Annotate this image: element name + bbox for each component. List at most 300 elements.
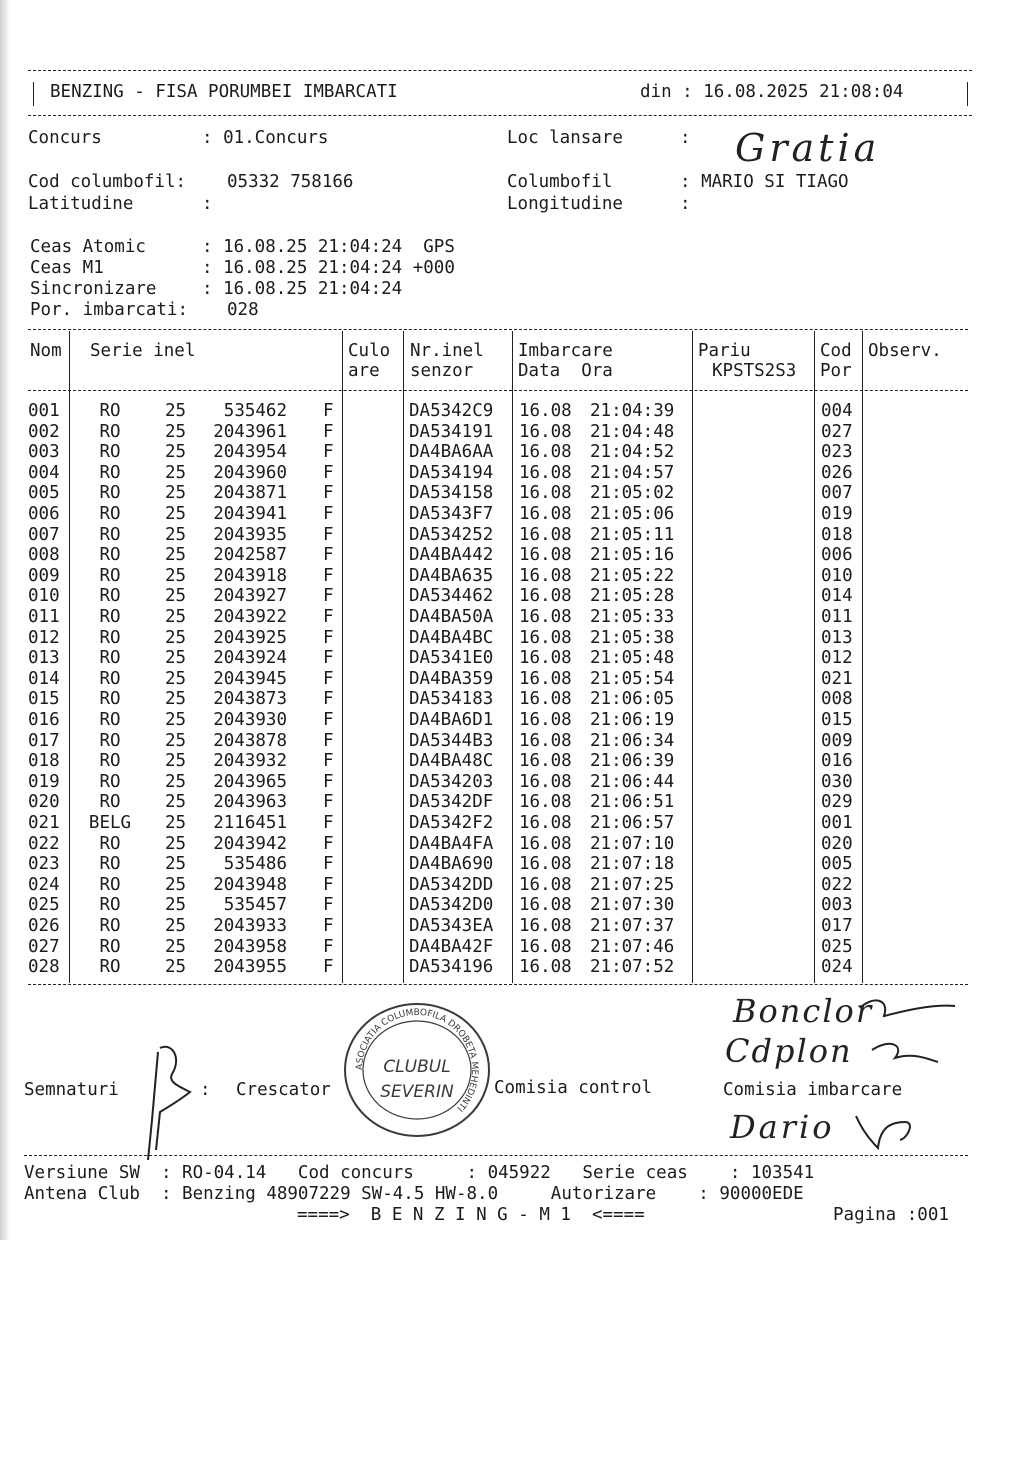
cell-country: RO — [99, 833, 121, 854]
col-header-pariu-2: KPSTS2S3 — [712, 361, 797, 381]
cell-time: 21:05:06 — [590, 504, 675, 524]
cell-ring-number: 2043965 — [213, 771, 287, 792]
cell-sex: F — [323, 916, 334, 936]
cell-sex: F — [323, 483, 334, 504]
latitudine-label: Latitudine — [28, 194, 134, 214]
cell-nom: 005 — [28, 483, 60, 504]
cell-date: 16.08 — [519, 792, 572, 813]
cell-time: 21:05:16 — [590, 545, 675, 566]
cod-columbofil-label: Cod columbofil: — [28, 172, 187, 192]
cell-year: 25 — [165, 421, 187, 442]
cell-ring-number: 2043958 — [213, 936, 287, 957]
cell-country: RO — [99, 895, 121, 916]
cell-sensor: DA5342DD — [409, 874, 494, 895]
crescator-signature-stroke — [156, 1047, 190, 1150]
cell-nom: 021 — [28, 813, 60, 833]
cell-sex: F — [323, 586, 334, 607]
cell-time: 21:05:11 — [590, 524, 675, 545]
cell-nom: 014 — [28, 668, 60, 689]
cell-ring-number: 2043955 — [213, 957, 287, 978]
cell-cod-por: 019 — [821, 504, 853, 524]
cell-ring-number: 2043941 — [213, 504, 287, 524]
cell-time: 21:07:25 — [590, 874, 675, 895]
table-row — [0, 772, 1024, 793]
cell-sex: F — [323, 504, 334, 524]
cell-year: 25 — [165, 627, 187, 648]
cell-country: RO — [99, 689, 121, 710]
cell-year: 25 — [165, 751, 187, 772]
cell-cod-por: 010 — [821, 565, 853, 586]
cod-columbofil-value: 05332 758166 — [227, 172, 354, 192]
cell-sensor: DA534183 — [409, 689, 494, 710]
cell-country: RO — [99, 401, 121, 421]
cell-sex: F — [323, 668, 334, 689]
cell-date: 16.08 — [519, 916, 572, 936]
cell-year: 25 — [165, 586, 187, 607]
cell-ring-number: 2043948 — [213, 874, 287, 895]
cell-date: 16.08 — [519, 586, 572, 607]
table-row — [0, 607, 1024, 628]
cell-year: 25 — [165, 792, 187, 813]
cell-country: RO — [99, 586, 121, 607]
col-header-pariu-1: Pariu — [698, 341, 751, 361]
cell-ring-number: 2043918 — [213, 565, 287, 586]
footer-banner: ====> B E N Z I N G - M 1 <==== — [297, 1205, 645, 1225]
cell-sensor: DA4BA6AA — [409, 442, 494, 463]
cell-sensor: DA534252 — [409, 524, 494, 545]
cell-cod-por: 018 — [821, 524, 853, 545]
cell-year: 25 — [165, 854, 187, 875]
cell-year: 25 — [165, 957, 187, 978]
cell-date: 16.08 — [519, 504, 572, 524]
cell-sensor: DA5342DF — [409, 792, 494, 813]
cell-sex: F — [323, 751, 334, 772]
cell-country: RO — [99, 504, 121, 524]
col-header-serie-inel: Serie inel — [90, 341, 196, 361]
cell-country: RO — [99, 565, 121, 586]
cell-sensor: DA4BA50A — [409, 607, 494, 627]
cell-date: 16.08 — [519, 648, 572, 669]
cell-date: 16.08 — [519, 565, 572, 586]
cell-year: 25 — [165, 607, 187, 627]
cell-country: RO — [99, 751, 121, 772]
cell-sex: F — [323, 462, 334, 483]
cell-year: 25 — [165, 668, 187, 689]
cell-ring-number: 2043961 — [213, 421, 287, 442]
por-imbarcati-label: Por. imbarcati: — [30, 300, 189, 320]
table-row — [0, 463, 1024, 484]
cell-year: 25 — [165, 895, 187, 916]
cell-date: 16.08 — [519, 421, 572, 442]
cell-country: RO — [99, 483, 121, 504]
cell-time: 21:06:39 — [590, 751, 675, 772]
cell-sensor: DA5342C9 — [409, 401, 494, 421]
header-left-bar — [33, 82, 34, 106]
table-row — [0, 854, 1024, 875]
cell-date: 16.08 — [519, 668, 572, 689]
table-row — [0, 628, 1024, 649]
cell-date: 16.08 — [519, 483, 572, 504]
cell-nom: 012 — [28, 627, 60, 648]
cell-country: RO — [99, 442, 121, 463]
ceas-m1-value: : 16.08.25 21:04:24 +000 — [202, 258, 455, 278]
ceas-m1-label: Ceas M1 — [30, 258, 104, 278]
cell-date: 16.08 — [519, 813, 572, 833]
cell-ring-number: 2043933 — [213, 916, 287, 936]
crescator-label: Crescator — [236, 1080, 331, 1100]
table-row — [0, 689, 1024, 710]
cell-sex: F — [323, 565, 334, 586]
loc-lansare-sep: : — [680, 128, 691, 148]
cell-cod-por: 014 — [821, 586, 853, 607]
cell-country: RO — [99, 792, 121, 813]
cell-country: RO — [99, 627, 121, 648]
col-header-nr-inel-2: senzor — [410, 361, 474, 381]
concurs-label: Concurs — [28, 128, 102, 148]
cell-sensor: DA5341E0 — [409, 648, 494, 669]
cell-sex: F — [323, 689, 334, 710]
cell-time: 21:04:48 — [590, 421, 675, 442]
table-row — [0, 483, 1024, 504]
cell-country: RO — [99, 730, 121, 751]
cell-year: 25 — [165, 442, 187, 463]
cell-ring-number: 535457 — [223, 895, 287, 916]
cell-date: 16.08 — [519, 401, 572, 421]
cell-sensor: DA4BA6D1 — [409, 710, 494, 730]
cell-country: RO — [99, 462, 121, 483]
cell-time: 21:06:34 — [590, 730, 675, 751]
cell-sex: F — [323, 710, 334, 730]
table-top-border — [28, 329, 968, 330]
cell-time: 21:04:39 — [590, 401, 675, 421]
cell-nom: 017 — [28, 730, 60, 751]
cell-sex: F — [323, 895, 334, 916]
cell-time: 21:04:52 — [590, 442, 675, 463]
cell-sensor: DA4BA359 — [409, 668, 494, 689]
cell-date: 16.08 — [519, 524, 572, 545]
table-row — [0, 566, 1024, 587]
cell-cod-por: 009 — [821, 730, 853, 751]
col-header-imbarcare-1: Imbarcare — [518, 341, 613, 361]
cell-time: 21:05:38 — [590, 627, 675, 648]
table-row — [0, 710, 1024, 731]
cell-sensor: DA5343EA — [409, 916, 494, 936]
cell-ring-number: 2043925 — [213, 627, 287, 648]
cell-nom: 001 — [28, 401, 60, 421]
cell-nom: 008 — [28, 545, 60, 566]
cell-cod-por: 004 — [821, 401, 853, 421]
sincronizare-value: : 16.08.25 21:04:24 — [202, 279, 403, 299]
cell-year: 25 — [165, 689, 187, 710]
cell-nom: 028 — [28, 957, 60, 978]
cell-cod-por: 027 — [821, 421, 853, 442]
cell-sensor: DA534194 — [409, 462, 494, 483]
cell-sex: F — [323, 792, 334, 813]
cell-date: 16.08 — [519, 771, 572, 792]
cell-time: 21:05:28 — [590, 586, 675, 607]
cell-sex: F — [323, 421, 334, 442]
cell-time: 21:05:33 — [590, 607, 675, 627]
col-header-cod-por-2: Por — [820, 361, 852, 381]
table-bottom-border — [28, 984, 968, 985]
table-row — [0, 586, 1024, 607]
cell-time: 21:07:37 — [590, 916, 675, 936]
cell-cod-por: 020 — [821, 833, 853, 854]
sincronizare-label: Sincronizare — [30, 279, 157, 299]
cell-year: 25 — [165, 524, 187, 545]
table-row — [0, 525, 1024, 546]
cell-sensor: DA5342D0 — [409, 895, 494, 916]
cell-country: RO — [99, 936, 121, 957]
cell-date: 16.08 — [519, 710, 572, 730]
ceas-atomic-value: : 16.08.25 21:04:24 GPS — [202, 237, 455, 257]
cell-cod-por: 012 — [821, 648, 853, 669]
cell-nom: 006 — [28, 504, 60, 524]
cell-year: 25 — [165, 504, 187, 524]
cell-cod-por: 011 — [821, 607, 853, 627]
cell-ring-number: 2043935 — [213, 524, 287, 545]
cell-country: RO — [99, 771, 121, 792]
cell-time: 21:05:02 — [590, 483, 675, 504]
cell-country: RO — [99, 854, 121, 875]
header-bottom-border — [28, 115, 972, 116]
cell-year: 25 — [165, 545, 187, 566]
cell-ring-number: 535462 — [223, 401, 287, 421]
cell-date: 16.08 — [519, 545, 572, 566]
footer-antena-club: Antena Club : Benzing 48907229 SW-4.5 HW-8.0 Autorizare : 90000EDE — [24, 1184, 804, 1204]
top-border — [28, 70, 972, 71]
comisia-imbarcare-label: Comisia imbarcare — [723, 1080, 903, 1100]
cell-country: RO — [99, 421, 121, 442]
cell-sex: F — [323, 874, 334, 895]
header-right-bar — [967, 82, 968, 106]
cell-time: 21:06:05 — [590, 689, 675, 710]
col-header-imbarcare-2: Data Ora — [518, 361, 613, 381]
cell-year: 25 — [165, 710, 187, 730]
cell-sensor: DA4BA4BC — [409, 627, 494, 648]
cell-nom: 022 — [28, 833, 60, 854]
col-header-culoare-2: are — [348, 361, 380, 381]
cell-sex: F — [323, 442, 334, 463]
concurs-value: : 01.Concurs — [202, 128, 329, 148]
col-header-observ: Observ. — [868, 341, 942, 361]
cell-time: 21:07:10 — [590, 833, 675, 854]
cell-nom: 026 — [28, 916, 60, 936]
cell-nom: 015 — [28, 689, 60, 710]
cell-time: 21:06:19 — [590, 710, 675, 730]
cell-ring-number: 2043878 — [213, 730, 287, 751]
cell-cod-por: 017 — [821, 916, 853, 936]
cell-ring-number: 2043945 — [213, 668, 287, 689]
cell-sensor: DA534203 — [409, 771, 494, 792]
table-row — [0, 895, 1024, 916]
cell-nom: 023 — [28, 854, 60, 875]
cell-sensor: DA534191 — [409, 421, 494, 442]
col-header-culoare-1: Culo — [348, 341, 391, 361]
cell-sex: F — [323, 813, 334, 833]
cell-ring-number: 2043873 — [213, 689, 287, 710]
cell-year: 25 — [165, 813, 187, 833]
col-header-nom: Nom — [30, 341, 62, 361]
semnaturi-sep: : — [200, 1080, 211, 1100]
stamp-line2: SEVERIN — [380, 1082, 454, 1102]
cell-ring-number: 2116451 — [213, 813, 287, 833]
table-row — [0, 442, 1024, 463]
cell-country: RO — [99, 710, 121, 730]
cell-nom: 027 — [28, 936, 60, 957]
col-header-cod-por-1: Cod — [820, 341, 852, 361]
cell-country: RO — [99, 874, 121, 895]
signature-middle-right: Cdplon — [725, 1032, 853, 1070]
cell-cod-por: 030 — [821, 771, 853, 792]
cell-year: 25 — [165, 936, 187, 957]
cell-year: 25 — [165, 771, 187, 792]
signature-top-right: Bonclor — [733, 992, 874, 1030]
cell-country: RO — [99, 545, 121, 566]
cell-sex: F — [323, 957, 334, 978]
cell-country: RO — [99, 668, 121, 689]
cell-sensor: DA4BA442 — [409, 545, 494, 566]
cell-cod-por: 008 — [821, 689, 853, 710]
cell-ring-number: 2043960 — [213, 462, 287, 483]
cell-date: 16.08 — [519, 627, 572, 648]
cell-date: 16.08 — [519, 936, 572, 957]
loc-lansare-handwritten: Gratia — [735, 126, 881, 170]
club-stamp — [342, 1002, 492, 1138]
cell-nom: 018 — [28, 751, 60, 772]
cell-country: RO — [99, 916, 121, 936]
cell-cod-por: 016 — [821, 751, 853, 772]
col-header-nr-inel-1: Nr.inel — [410, 341, 484, 361]
stamp-ring-textpath: ASOCIATIA COLUMBOFILA DROBETA MEHEDINTI — [354, 1007, 480, 1113]
cell-cod-por: 013 — [821, 627, 853, 648]
cell-sex: F — [323, 771, 334, 792]
cell-ring-number: 2043930 — [213, 710, 287, 730]
latitudine-sep: : — [202, 194, 213, 214]
table-row — [0, 834, 1024, 855]
cell-country: RO — [99, 607, 121, 627]
cell-cod-por: 003 — [821, 895, 853, 916]
cell-sex: F — [323, 854, 334, 875]
ceas-atomic-label: Ceas Atomic — [30, 237, 146, 257]
cell-time: 21:05:48 — [590, 648, 675, 669]
cell-nom: 013 — [28, 648, 60, 669]
cell-nom: 020 — [28, 792, 60, 813]
cell-date: 16.08 — [519, 751, 572, 772]
cell-ring-number: 2043954 — [213, 442, 287, 463]
table-row — [0, 916, 1024, 937]
cell-cod-por: 021 — [821, 668, 853, 689]
cell-ring-number: 2043932 — [213, 751, 287, 772]
cell-time: 21:06:44 — [590, 771, 675, 792]
cell-time: 21:05:22 — [590, 565, 675, 586]
cell-cod-por: 025 — [821, 936, 853, 957]
cell-nom: 007 — [28, 524, 60, 545]
cell-nom: 016 — [28, 710, 60, 730]
cell-time: 21:06:57 — [590, 813, 675, 833]
signature-bottom-right: Dario — [730, 1108, 835, 1146]
cell-sex: F — [323, 545, 334, 566]
cell-date: 16.08 — [519, 854, 572, 875]
cell-ring-number: 2043871 — [213, 483, 287, 504]
cell-sensor: DA5342F2 — [409, 813, 494, 833]
cell-cod-por: 024 — [821, 957, 853, 978]
cell-year: 25 — [165, 483, 187, 504]
cell-sex: F — [323, 648, 334, 669]
cell-sensor: DA4BA4FA — [409, 833, 494, 854]
table-row — [0, 648, 1024, 669]
cell-sex: F — [323, 627, 334, 648]
por-imbarcati-value: 028 — [227, 300, 259, 320]
cell-nom: 002 — [28, 421, 60, 442]
loc-lansare-label: Loc lansare — [507, 128, 623, 148]
footer-versiune-sw: Versiune SW : RO-04.14 Cod concurs : 045922 Serie ceas : 103541 — [24, 1163, 815, 1183]
columbofil-label: Columbofil — [507, 172, 613, 192]
cell-nom: 025 — [28, 895, 60, 916]
cell-date: 16.08 — [519, 442, 572, 463]
stamp-line1: CLUBUL — [383, 1057, 451, 1077]
cell-nom: 011 — [28, 607, 60, 627]
cell-cod-por: 022 — [821, 874, 853, 895]
cell-year: 25 — [165, 874, 187, 895]
cell-ring-number: 2043927 — [213, 586, 287, 607]
longitudine-label: Longitudine — [507, 194, 623, 214]
cell-year: 25 — [165, 462, 187, 483]
cell-sex: F — [323, 833, 334, 854]
cell-time: 21:07:46 — [590, 936, 675, 957]
cell-sensor: DA534462 — [409, 586, 494, 607]
table-row — [0, 545, 1024, 566]
cell-sensor: DA5344B3 — [409, 730, 494, 751]
table-header-border — [28, 390, 968, 391]
cell-time: 21:07:52 — [590, 957, 675, 978]
cell-sensor: DA5343F7 — [409, 504, 494, 524]
cell-time: 21:04:57 — [590, 462, 675, 483]
cell-year: 25 — [165, 648, 187, 669]
cell-sex: F — [323, 936, 334, 957]
longitudine-sep: : — [680, 194, 691, 214]
cell-sensor: DA4BA635 — [409, 565, 494, 586]
table-row — [0, 875, 1024, 896]
cell-cod-por: 029 — [821, 792, 853, 813]
cell-date: 16.08 — [519, 462, 572, 483]
footer-pagina: Pagina :001 — [833, 1205, 949, 1225]
cell-ring-number: 2043963 — [213, 792, 287, 813]
cell-sex: F — [323, 730, 334, 751]
right-signature-stroke-1 — [860, 1000, 955, 1016]
cell-year: 25 — [165, 565, 187, 586]
cell-nom: 024 — [28, 874, 60, 895]
cell-sensor: DA534158 — [409, 483, 494, 504]
cell-cod-por: 015 — [821, 710, 853, 730]
cell-country: RO — [99, 648, 121, 669]
cell-nom: 019 — [28, 771, 60, 792]
cell-cod-por: 006 — [821, 545, 853, 566]
crescator-signature-stroke-2 — [148, 1052, 158, 1160]
cell-date: 16.08 — [519, 607, 572, 627]
cell-cod-por: 023 — [821, 442, 853, 463]
cell-country: RO — [99, 957, 121, 978]
cell-ring-number: 535486 — [223, 854, 287, 875]
cell-time: 21:05:54 — [590, 668, 675, 689]
cell-cod-por: 026 — [821, 462, 853, 483]
cell-sensor: DA4BA48C — [409, 751, 494, 772]
right-signature-stroke-2 — [872, 1044, 938, 1062]
cell-year: 25 — [165, 730, 187, 751]
cell-country: BELG — [88, 813, 132, 833]
cell-year: 25 — [165, 401, 187, 421]
table-row — [0, 792, 1024, 813]
